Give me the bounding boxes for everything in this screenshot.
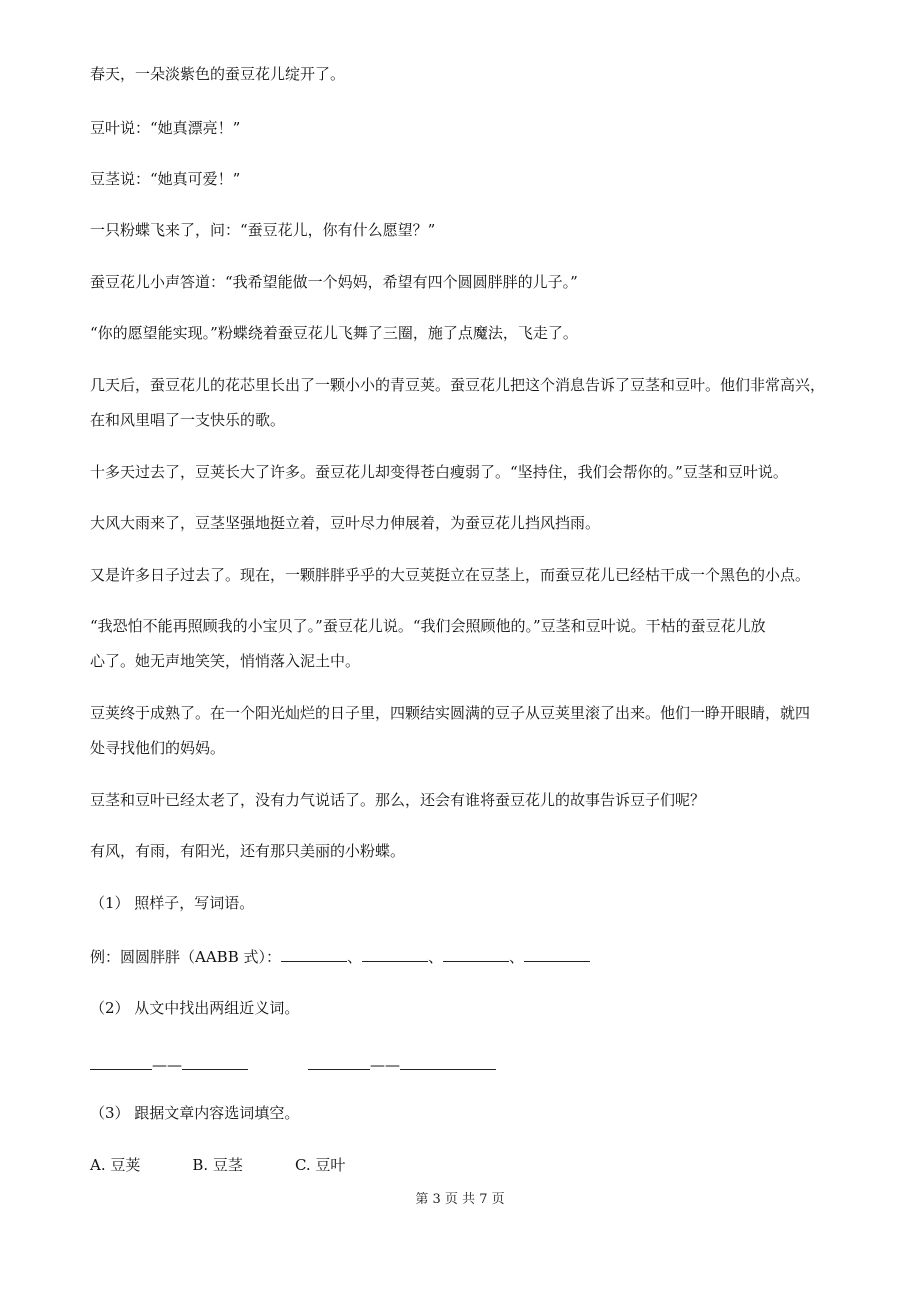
paragraph: 春天，一朵淡紫色的蚕豆花儿绽开了。 xyxy=(90,65,346,83)
answer-blank[interactable] xyxy=(90,1055,152,1070)
option-c[interactable]: C. 豆叶 xyxy=(294,1156,346,1174)
dash: —— xyxy=(370,1056,400,1074)
paragraph: “你的愿望能实现。”粉蝶绕着蚕豆花儿飞舞了三圈，施了点魔法，飞走了。 xyxy=(90,324,578,342)
paragraph: 一只粉蝶飞来了，问：“蚕豆花儿，你有什么愿望？” xyxy=(90,221,436,239)
synonym-pair-1 xyxy=(90,1055,248,1074)
paragraph: 心了。她无声地笑笑，悄悄落入泥土中。 xyxy=(90,652,361,670)
paragraph: 十多天过去了，豆荚长大了许多。蚕豆花儿却变得苍白瘦弱了。“坚持住，我们会帮你的。”豆茎和豆叶说。 xyxy=(90,463,788,481)
answer-blank[interactable] xyxy=(443,947,509,962)
example-label: 例：圆圆胖胖（AABB 式）： xyxy=(90,948,281,966)
answer-blank[interactable] xyxy=(524,947,590,962)
separator: 、 xyxy=(428,948,444,966)
paragraph: 豆荚终于成熟了。在一个阳光灿烂的日子里，四颗结实圆满的豆子从豆荚里滚了出来。他们一睁开眼睛，就四 xyxy=(90,704,811,722)
option-a[interactable]: A. 豆荚 xyxy=(90,1156,141,1174)
paragraph: 蚕豆花儿小声答道：“我希望能做一个妈妈，希望有四个圆圆胖胖的儿子。” xyxy=(90,273,578,291)
dash: —— xyxy=(152,1056,182,1074)
paragraph: 几天后，蚕豆花儿的花芯里长出了一颗小小的青豆荚。蚕豆花儿把这个消息告诉了豆茎和豆叶。他们非常高兴， xyxy=(90,376,826,394)
answer-blank[interactable] xyxy=(281,947,347,962)
paragraph: 豆茎和豆叶已经太老了，没有力气说话了。那么，还会有谁将蚕豆花儿的故事告诉豆子们呢？ xyxy=(90,791,706,809)
paragraph: “我恐怕不能再照顾我的小宝贝了。”蚕豆花儿说。“我们会照顾他的。”豆茎和豆叶说。干枯的蚕豆花儿放 xyxy=(90,617,766,635)
paragraph: 有风，有雨，有阳光，还有那只美丽的小粉蝶。 xyxy=(90,842,406,860)
question-2-prompt: （2） 从文中找出两组近义词。 xyxy=(90,999,300,1017)
paragraph: 在和风里唱了一支快乐的歌。 xyxy=(90,411,286,429)
question-1-example xyxy=(90,947,590,967)
paragraph: 豆叶说：“她真漂亮！” xyxy=(90,119,241,137)
page-footer: 第 3 页 共 7 页 xyxy=(415,1192,505,1207)
paragraph: 又是许多日子过去了。现在，一颗胖胖乎乎的大豆荚挺立在豆茎上，而蚕豆花儿已经枯干成一个黑色的小点。 xyxy=(90,566,811,584)
question-1-prompt: （1） 照样子，写词语。 xyxy=(90,894,255,912)
synonym-pair-2 xyxy=(308,1055,496,1074)
paragraph: 豆茎说：“她真可爱！” xyxy=(90,170,241,188)
answer-blank[interactable] xyxy=(182,1055,248,1070)
answer-blank[interactable] xyxy=(400,1055,496,1070)
options-row xyxy=(90,1155,397,1175)
question-3-prompt: （3） 跟据文章内容选词填空。 xyxy=(90,1104,300,1122)
answer-blank[interactable] xyxy=(362,947,428,962)
paragraph: 处寻找他们的妈妈。 xyxy=(90,739,226,757)
answer-blank[interactable] xyxy=(308,1055,370,1070)
separator: 、 xyxy=(509,948,525,966)
paragraph: 大风大雨来了，豆茎坚强地挺立着，豆叶尽力伸展着，为蚕豆花儿挡风挡雨。 xyxy=(90,514,601,532)
option-b[interactable]: B. 豆茎 xyxy=(192,1156,243,1174)
separator: 、 xyxy=(346,948,362,966)
